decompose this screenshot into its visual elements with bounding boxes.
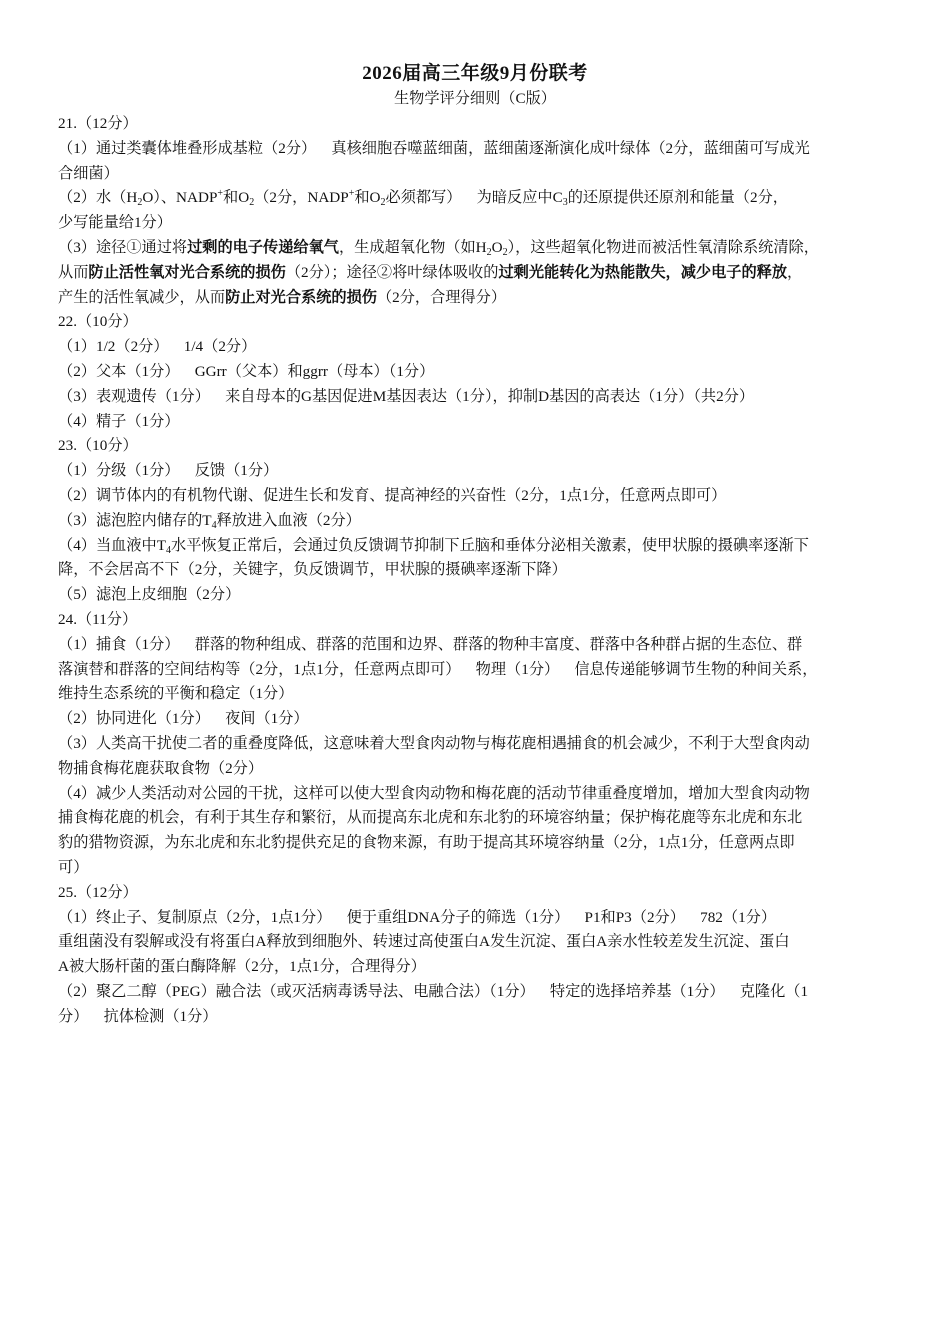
text-segment: （4）减少人类活动对公园的干扰，这样可以使大型食肉动物和梅花鹿的活动节律重叠度增加，增加大型食肉动物 (58, 784, 810, 802)
text-segment: （4）精子（1分） (58, 412, 180, 430)
text-segment: 的还原提供还原剂和能量（2分， (567, 189, 788, 207)
key-phrase: 防止活性氧对光合系统的损伤 (88, 263, 286, 281)
text-segment: （1）终止子、复制原点（2分，1点1分） 便于重组DNA分子的筛选（1分） P1和P3（2分） 782（1分） (58, 908, 777, 926)
text-line (58, 806, 898, 831)
text-segment: 23.（10分） (58, 437, 138, 455)
text-segment: 重组菌没有裂解或没有将蛋白A释放到细胞外、转速过高使蛋白A发生沉淀、蛋白A亲水性较差发生沉淀、蛋白 (58, 933, 790, 951)
text-line (58, 310, 898, 335)
key-phrase: 防止对光合系统的损伤 (225, 288, 377, 306)
text-segment: O (491, 238, 503, 256)
text-line (58, 534, 898, 559)
script-text: 3 (562, 197, 568, 209)
text-line (58, 856, 898, 881)
text-line (58, 658, 898, 683)
text-line (58, 459, 898, 484)
text-segment: （1）分级（1分） 反馈（1分） (58, 462, 279, 480)
text-segment: 物捕食梅花鹿获取食物（2分） (58, 759, 264, 777)
text-line (58, 906, 898, 931)
text-segment: （2）协同进化（1分） 夜间（1分） (58, 710, 309, 728)
text-segment: （2分，合理得分） (376, 288, 507, 306)
text-line (58, 286, 898, 311)
script-text: 2 (502, 246, 508, 258)
text-segment: （3）表观遗传（1分） 来自母本的G基因促进M基因表达（1分），抑制D基因的高表达（1分）（共2分） (58, 387, 755, 405)
text-line (58, 211, 898, 236)
script-text: 4 (211, 519, 217, 531)
text-segment: （1）通过类囊体堆叠形成基粒（2分） 真核细胞吞噬蓝细菌，蓝细菌逐渐演化成叶绿体（2分，蓝细菌可写成光 (58, 139, 810, 157)
text-segment: 合细菌） (58, 164, 119, 182)
text-segment: 产生的活性氧减少，从而 (58, 288, 226, 306)
text-segment: （2）水（H (58, 189, 138, 207)
text-segment: 25.（12分） (58, 883, 138, 901)
text-line (58, 186, 898, 211)
text-segment: （2）父本（1分） GGrr（父本）和ggrr（母本）（1分） (58, 362, 435, 380)
text-segment: （3）人类高干扰使二者的重叠度降低，这意味着大型食肉动物与梅花鹿相遇捕食的机会减少，不利于大型食肉动 (58, 734, 810, 752)
text-line (58, 782, 898, 807)
text-segment: 释放进入血液（2分） (216, 511, 361, 529)
text-line (58, 112, 898, 137)
text-line (58, 558, 898, 583)
text-line (58, 955, 898, 980)
text-segment: 豹的猎物资源，为东北虎和东北豹提供充足的食物来源，有助于提高其环境容纳量（2分，1点1分，任意两点即 (58, 834, 795, 852)
text-line (58, 360, 898, 385)
text-line (58, 1005, 898, 1030)
text-segment: ， (787, 263, 803, 281)
text-segment: （3）途径①通过将 (58, 238, 188, 256)
text-segment: 少写能量给1分） (58, 214, 172, 232)
text-segment: 水平恢复正常后，会通过负反馈调节抑制下丘脑和垂体分泌相关激素，使甲状腺的摄碘率逐渐下 (171, 536, 809, 554)
text-line (58, 137, 898, 162)
text-segment: （2分，NADP (254, 189, 349, 207)
text-segment: 捕食梅花鹿的机会，有利于其生存和繁衍，从而提高东北虎和东北豹的环境容纳量；保护梅花鹿等东北虎和东北 (58, 809, 803, 827)
text-line (58, 881, 898, 906)
scoring-rules-body (58, 112, 898, 1029)
text-segment: 必须都写） 为暗反应中C (385, 189, 563, 207)
text-line (58, 385, 898, 410)
text-line (58, 608, 898, 633)
text-segment: 24.（11分） (58, 610, 138, 628)
text-segment: 分） 抗体检测（1分） (58, 1007, 218, 1025)
page-title: 2026届高三年级9月份联考 (362, 63, 588, 84)
text-line (58, 236, 898, 261)
text-line (58, 162, 898, 187)
text-segment: 和O (354, 189, 381, 207)
key-phrase: 过剩光能转化为热能散失，减少电子的释放 (498, 263, 787, 281)
script-text: 2 (486, 246, 492, 258)
text-segment: ），这些超氧化物进而被活性氧清除系统清除， (507, 238, 819, 256)
text-line (58, 410, 898, 435)
text-line (58, 757, 898, 782)
script-text: + (217, 188, 224, 200)
text-line (58, 633, 898, 658)
text-segment: （2分）；途径②将叶绿体吸收的 (285, 263, 499, 281)
text-line (58, 707, 898, 732)
script-text: 2 (249, 197, 255, 209)
text-segment: A被大肠杆菌的蛋白酶降解（2分，1点1分，合理得分） (58, 958, 426, 976)
text-segment: （5）滤泡上皮细胞（2分） (58, 586, 241, 604)
text-line (58, 930, 898, 955)
text-segment: 可） (58, 858, 89, 876)
text-line (58, 980, 898, 1005)
text-segment: O）、NADP (142, 189, 218, 207)
text-segment: （4）当血液中T (58, 536, 166, 554)
text-segment: 22.（10分） (58, 313, 138, 331)
text-line (58, 831, 898, 856)
text-segment: ，生成超氧化物（如H (338, 238, 487, 256)
text-segment: （1）捕食（1分） 群落的物种组成、群落的范围和边界、群落的物种丰富度、群落中各种群占据的生态位、群 (58, 635, 803, 653)
text-line (58, 434, 898, 459)
page-subtitle: 生物学评分细则（C版） (393, 90, 556, 107)
key-phrase: 过剩的电子传递给氧气 (187, 238, 339, 256)
text-segment: 21.（12分） (58, 115, 138, 132)
text-line (58, 261, 898, 286)
text-segment: （2）聚乙二醇（PEG）融合法（或灭活病毒诱导法、电融合法）（1分） 特定的选择培养基（1分） 克隆化（1 (58, 982, 809, 1000)
text-line (58, 583, 898, 608)
text-line (58, 335, 898, 360)
text-segment: （1）1/2（2分） 1/4（2分） (58, 338, 257, 356)
script-text: 2 (380, 197, 386, 209)
text-line (58, 484, 898, 509)
text-segment: （3）滤泡腔内储存的T (58, 511, 212, 529)
text-segment: 维持生态系统的平衡和稳定（1分） (58, 685, 294, 703)
script-text: 4 (166, 544, 171, 556)
text-segment: 和O (223, 189, 250, 207)
text-segment: 落演替和群落的空间结构等（2分，1点1分，任意两点即可） 物理（1分） 信息传递能够调节生物的种间关系， (58, 660, 818, 678)
text-line (58, 682, 898, 707)
script-text: 2 (137, 197, 143, 209)
text-line (58, 509, 898, 534)
text-line (58, 732, 898, 757)
script-text: + (348, 188, 355, 200)
text-segment: （2）调节体内的有机物代谢、促进生长和发育、提高神经的兴奋性（2分，1点1分，任意两点即可） (58, 486, 727, 504)
text-segment: 从而 (58, 263, 89, 281)
text-segment: 降，不会居高不下（2分，关键字，负反馈调节，甲状腺的摄碘率逐渐下降） (58, 561, 567, 579)
